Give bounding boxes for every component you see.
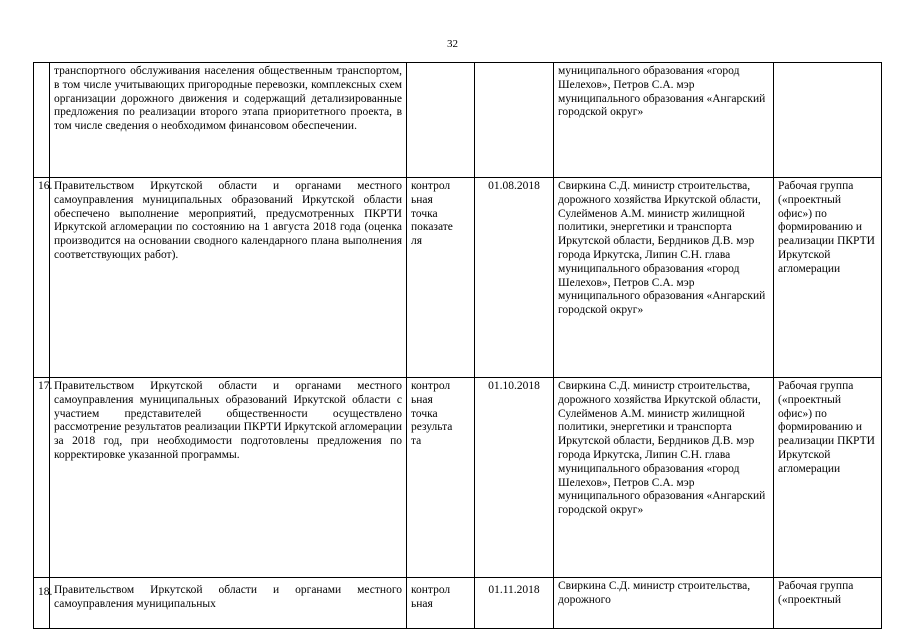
plan-table: [33, 62, 882, 629]
type-cell: контрол ьная: [407, 578, 475, 629]
event-cell: Правительством Иркутской области и органами местного самоуправления муниципальных образований Иркутской области обеспечено выполнение мероприятий, предусмотренных ПКРТИ Иркутской агломерации по состоянию на 1 августа 2018 года (оценка производится на основании сводного календарного плана выполнения соответствующих работ).: [50, 178, 407, 378]
responsible-cell: Свиркина С.Д. министр строительства, дорожного хозяйства Иркутской области, Сулейменов А.М. министр жилищной политики, энергетики и транспорта Иркутской области, Бердников Д.В. мэр города Иркутска, Липин С.Н. глава муниципального образования «город Шелехов», Петров С.А. мэр муниципального образования «Ангарский городской округ»: [554, 378, 774, 578]
event-cell: транспортного обслуживания населения общественным транспортом, в том числе учитывающих пригородные перевозки, комплексных схем организации дорожного движения и содержащий детализированные предложения по реализации второго этапа приоритетного проекта, в том числе сведения о необходимом финансовом обеспечении.: [50, 63, 407, 178]
table-row: [34, 63, 882, 178]
date-cell: [475, 63, 554, 178]
type-cell: контрол ьная точка показате ля: [407, 178, 475, 378]
control-cell: [774, 63, 882, 178]
type-cell: контрол ьная точка результа та: [407, 378, 475, 578]
row-number: [34, 63, 50, 178]
responsible-cell: муниципального образования «город Шелехов», Петров С.А. мэр муниципального образования «Ангарский городской округ»: [554, 63, 774, 178]
table-row: [34, 578, 882, 629]
control-cell: Рабочая группа («проектный офис») по формированию и реализации ПКРТИ Иркутской агломерации: [774, 378, 882, 578]
row-number: 16.: [34, 178, 50, 378]
responsible-cell: Свиркина С.Д. министр строительства, дорожного хозяйства Иркутской области, Сулейменов А.М. министр жилищной политики, энергетики и транспорта Иркутской области, Бердников Д.В. мэр города Иркутска, Липин С.Н. глава муниципального образования «город Шелехов», Петров С.А. мэр муниципального образования «Ангарский городской округ»: [554, 178, 774, 378]
responsible-cell: Свиркина С.Д. министр строительства, дорожного: [554, 578, 774, 629]
event-cell: Правительством Иркутской области и органами местного самоуправления муниципальных: [50, 578, 407, 629]
page-number: 32: [447, 38, 458, 50]
table-row: [34, 178, 882, 378]
row-number: 18.: [34, 578, 50, 629]
control-cell: Рабочая группа («проектный офис») по формированию и реализации ПКРТИ Иркутской агломерации: [774, 178, 882, 378]
table-row: [34, 378, 882, 578]
date-cell: 01.10.2018: [475, 378, 554, 578]
row-number: 17.: [34, 378, 50, 578]
date-cell: 01.08.2018: [475, 178, 554, 378]
event-cell: Правительством Иркутской области и органами местного самоуправления муниципальных образований Иркутской области с участием представителей общественности осуществлено рассмотрение результатов реализации ПКРТИ Иркутской агломерации за 2018 год, при необходимости подготовлены предложения по корректировке указанной программы.: [50, 378, 407, 578]
date-cell: 01.11.2018: [475, 578, 554, 629]
type-cell: [407, 63, 475, 178]
control-cell: Рабочая группа («проектный: [774, 578, 882, 629]
